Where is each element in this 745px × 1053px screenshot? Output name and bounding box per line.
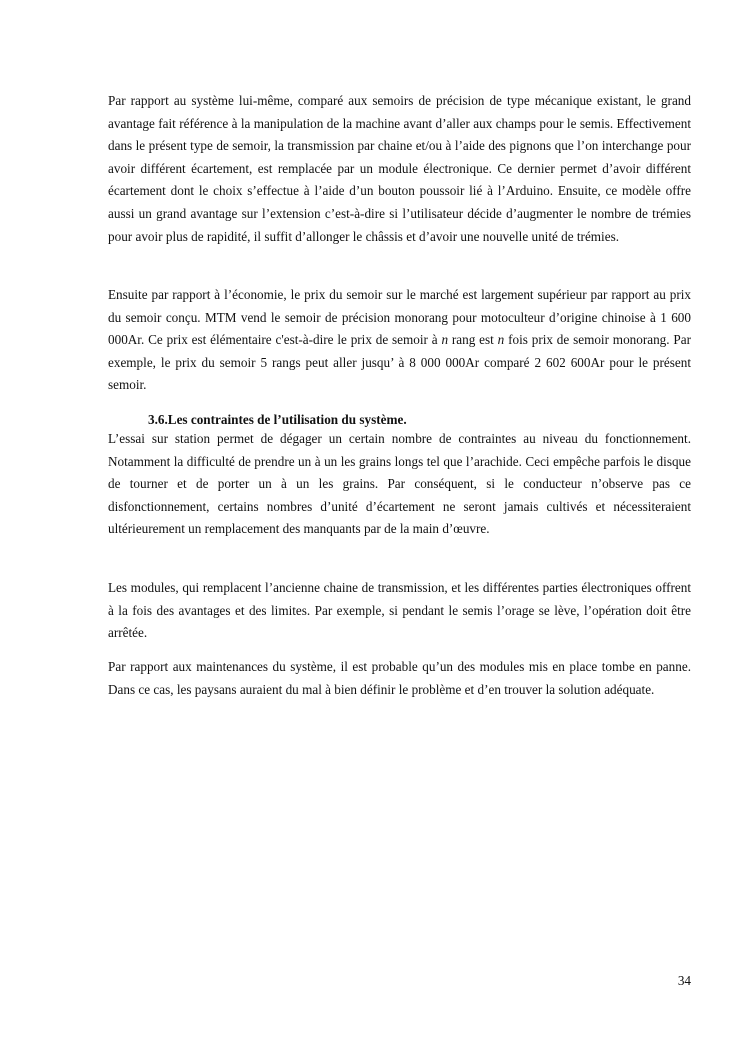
variable-n: n: [441, 332, 449, 348]
page-number: 34: [677, 973, 691, 988]
paragraph-system-advantages: Par rapport au système lui-même, comparé aux semoirs de précision de type mécanique existant, le grand avantage fait référence à la manipulation de la machine avant d’aller aux champs pour le semis. Effectivement dans le présent type de semoir, la transmission par chaine et/ou à l’aide des pignons que l’on interchange pour avoir différent écartement, est remplacée par un module électronique. Ce dernier permet d’avoir différent écartement dont le choix s’effectue à l’aide d’un bouton poussoir lié à l’Arduino. Ensuite, ce modèle offre aussi un grand avantage sur l’extension c’est-à-dire si l’utilisateur décide d’augmenter le nombre de trémies pour avoir plus de rapidité, il suffit d’allonger le châssis et d’avoir une nouvelle unité de trémies.: [108, 93, 691, 244]
paragraph-maintenance: Par rapport aux maintenances du système, il est probable qu’un des modules mis en place tombe en panne. Dans ce cas, les paysans auraient du mal à bien définir le problème et d’en trouver la solution adéquate.: [108, 659, 691, 697]
variable-n: n: [497, 332, 505, 348]
paragraph-economy-text-2: rang est: [448, 332, 498, 348]
paragraph-economy-text-1: Ensuite par rapport à l’économie, le prix du semoir sur le marché est largement supérieur par rapport au prix du semoir conçu. MTM vend le semoir de précision monorang pour motoculteur d’origine chinoise à 1 600 000Ar. Ce prix est élémentaire c'est-à-dire le prix de semoir à: [108, 287, 691, 348]
paragraph-economy: [108, 284, 691, 397]
paragraph-modules: Les modules, qui remplacent l’ancienne chaine de transmission, et les différentes parties électroniques offrent à la fois des avantages et des limites. Par exemple, si pendant le semis l’orage se lève, l’opération doit être arrêtée.: [108, 580, 691, 641]
section-heading: 3.6.Les contraintes de l’utilisation du système.: [148, 412, 407, 427]
paragraph-constraints: L’essai sur station permet de dégager un certain nombre de contraintes au niveau du fonctionnement. Notamment la difficulté de prendre un à un les grains longs tel que l’arachide. Ceci empêche parfois le disque de tourner et de porter un à un les grains. Par conséquent, si le conducteur n’observe pas ce disfonctionnement, certains nombres d’unité d’écartement ne seront jamais cultivés et nécessiteraient ultérieurement un remplacement des manquants par de la main d’œuvre.: [108, 431, 691, 537]
paragraph-economy-text-3: fois prix de semoir monorang. Par exemple, le prix du semoir 5 rangs peut aller jusqu’ à 8 000 000Ar comparé 2 602 600Ar pour le présent semoir.: [108, 332, 691, 393]
